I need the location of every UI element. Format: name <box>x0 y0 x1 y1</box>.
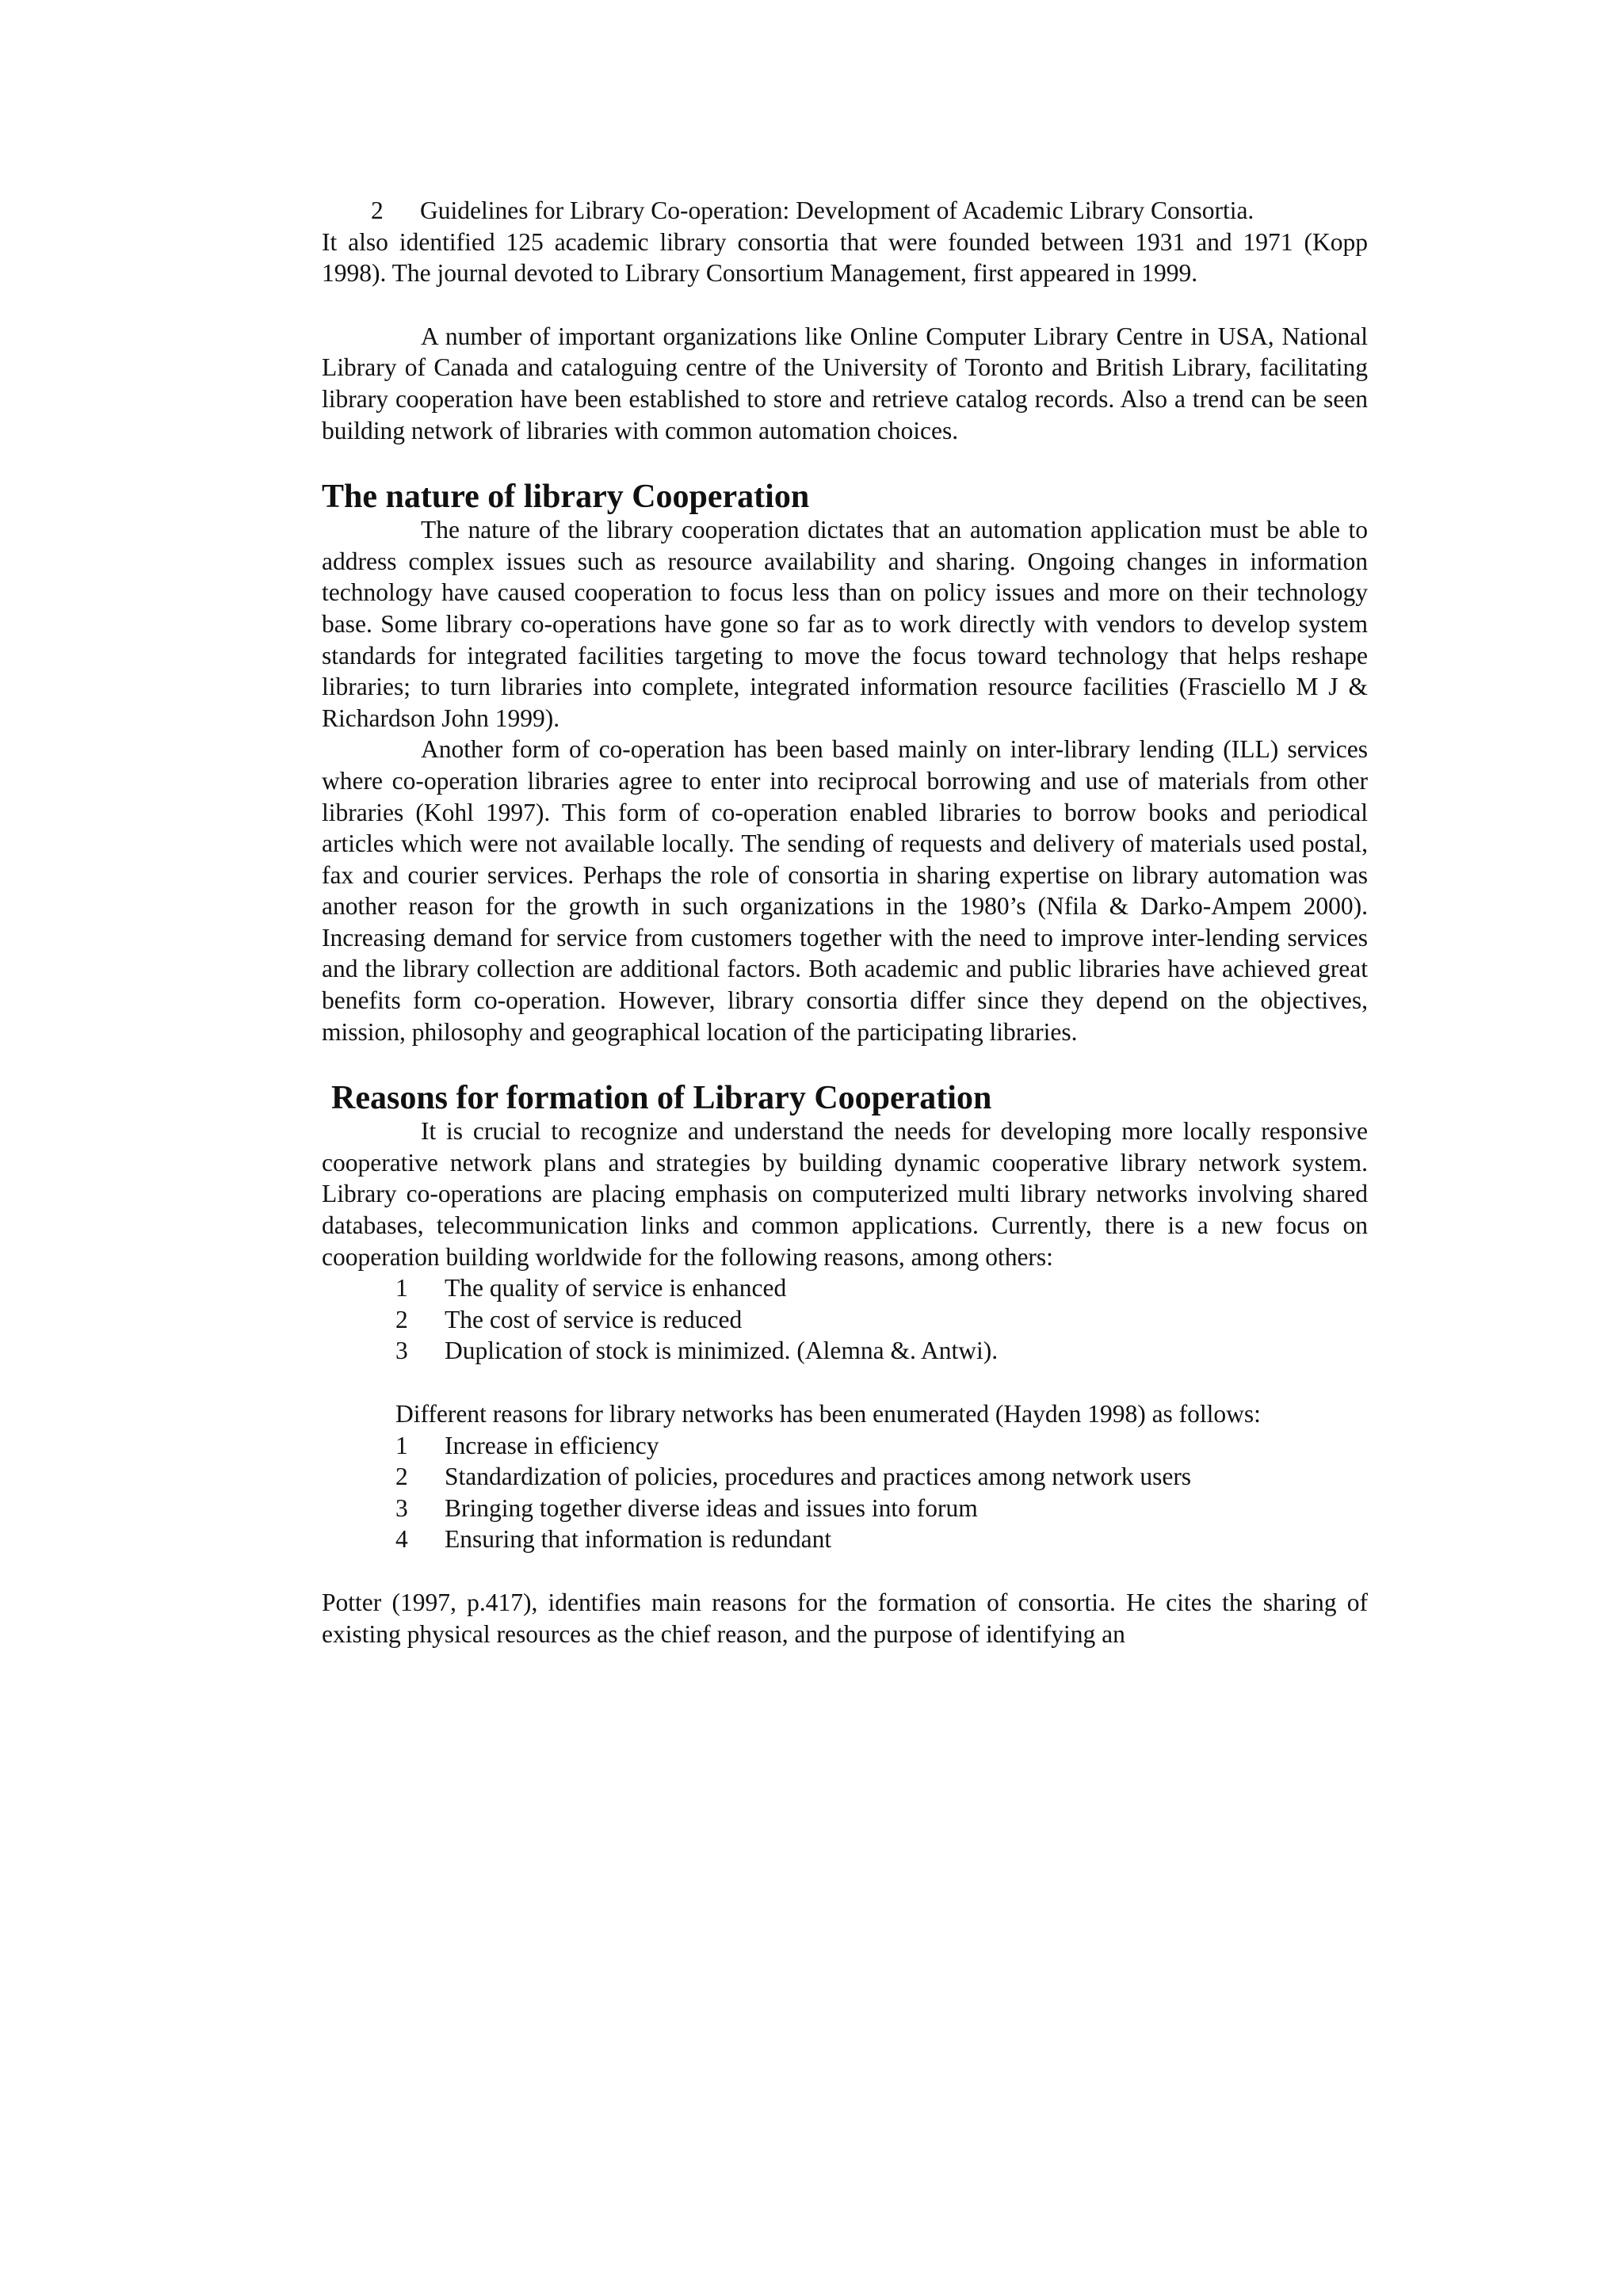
section-heading-nature: The nature of library Cooperation <box>322 479 810 516</box>
list-item <box>322 195 1368 227</box>
list-text: Increase in efficiency <box>445 1431 659 1459</box>
paragraph-potter: Potter (1997, p.417), identifies main reasons for the formation of consortia. He cites the sharing of existing physical resources as the chief reason, and the purpose of identifying an <box>322 1588 1368 1648</box>
paragraph-consortia-founded: It also identified 125 academic library consortia that were founded between 1931 and 1971 (Kopp 1998). The journal devoted to Library Consortium Management, first appeared in 1999. <box>322 227 1368 288</box>
list-number: 2 <box>395 1305 408 1333</box>
list-text: Guidelines for Library Co-operation: Development of Academic Library Consortia. <box>420 196 1254 224</box>
list-item <box>322 1493 1368 1524</box>
list-number: 2 <box>371 196 384 224</box>
list-text: Duplication of stock is minimized. (Alemna &. Antwi). <box>445 1337 999 1365</box>
page-body <box>322 195 1368 1650</box>
list-number: 2 <box>395 1463 408 1491</box>
list-item <box>322 1272 1368 1304</box>
section-heading-reasons: Reasons for formation of Library Cooperation <box>331 1080 992 1117</box>
list-item <box>322 1304 1368 1336</box>
list-number: 1 <box>395 1274 408 1302</box>
paragraph-network-reasons-intro: Different reasons for library networks has been enumerated (Hayden 1998) as follows: <box>395 1400 1261 1428</box>
list-number: 3 <box>395 1493 408 1522</box>
paragraph-organizations: A number of important organizations like Online Computer Library Centre in USA, National Library of Canada and cataloguing centre of the University of Toronto and British Library, facilitating library cooperation have been established to store and retrieve catalog records. Also a trend can be seen building network of libraries with common automation choices. <box>322 322 1368 444</box>
list-item <box>322 1461 1368 1493</box>
list-text: The quality of service is enhanced <box>445 1274 787 1302</box>
list-number: 4 <box>395 1525 408 1554</box>
list-text: Ensuring that information is redundant <box>445 1525 832 1554</box>
list-text: Standardization of policies, procedures and practices among network users <box>445 1463 1192 1491</box>
list-item <box>322 1524 1368 1555</box>
list-item <box>322 1430 1368 1462</box>
list-number: 3 <box>395 1337 408 1365</box>
list-text: Bringing together diverse ideas and issues into forum <box>445 1493 978 1522</box>
list-text: The cost of service is reduced <box>445 1305 743 1333</box>
list-number: 1 <box>395 1431 408 1459</box>
list-item <box>322 1335 1368 1367</box>
paragraph-reasons: It is crucial to recognize and understand the needs for developing more locally responsive cooperative network plans and strategies by building dynamic cooperative library network system. Library co-operations are placing emphasis on computerized multi library networks involving shared databases, telecommunication links and common applications. Currently, there is a new focus on cooperation building worldwide for the following reasons, among others: <box>322 1117 1368 1271</box>
paragraph-nature: The nature of the library cooperation dictates that an automation application must be able to address complex issues such as resource availability and sharing. Ongoing changes in information technology have caused cooperation to focus less than on policy issues and more on their technology base. Some library co-operations have gone so far as to work directly with vendors to develop system standards for integrated facilities targeting to move the focus toward technology that helps reshape libraries; to turn libraries into complete, integrated information resource facilities (Frasciello M J & Richardson John 1999). <box>322 516 1368 732</box>
paragraph-inter-library-lending: Another form of co-operation has been based mainly on inter-library lending (ILL) services where co-operation libraries agree to enter into reciprocal borrowing and use of materials from other libraries (Kohl 1997). This form of co-operation enabled libraries to borrow books and periodical articles which were not available locally. The sending of requests and delivery of materials used postal, fax and courier services. Perhaps the role of consortia in sharing expertise on library automation was another reason for the growth in such organizations in the 1980’s (Nfila & Darko-Ampem 2000). Increasing demand for service from customers together with the need to improve inter-lending services and the library collection are additional factors. Both academic and public libraries have achieved great benefits form co-operation. However, library consortia differ since they depend on the objectives, mission, philosophy and geographical location of the participating libraries. <box>322 735 1368 1046</box>
